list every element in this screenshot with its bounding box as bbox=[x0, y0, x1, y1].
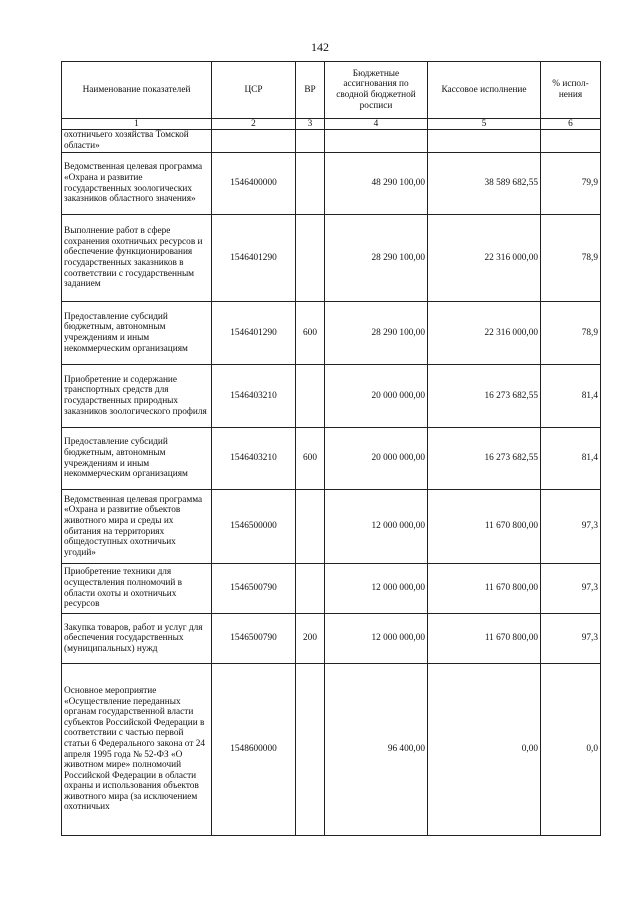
row-pct: 78,9 bbox=[541, 215, 601, 302]
row-vr bbox=[296, 365, 325, 428]
row-cash: 16 273 682,55 bbox=[428, 365, 541, 428]
row-vr bbox=[296, 153, 325, 215]
row-pct bbox=[541, 130, 601, 153]
table-row bbox=[62, 153, 601, 215]
table-row bbox=[62, 490, 601, 564]
row-pct: 81,4 bbox=[541, 428, 601, 490]
row-budget: 20 000 000,00 bbox=[325, 365, 428, 428]
row-vr bbox=[296, 490, 325, 564]
row-csr: 1546403210 bbox=[212, 365, 296, 428]
row-csr: 1546401290 bbox=[212, 302, 296, 365]
row-budget: 20 000 000,00 bbox=[325, 428, 428, 490]
row-csr: 1546403210 bbox=[212, 428, 296, 490]
row-pct: 97,3 bbox=[541, 614, 601, 664]
column-number-row bbox=[62, 119, 601, 130]
row-name: Основное мероприятие «Осуществление переданных органам государственной власти субъектов Российской Федерации в соответствии с частью первой статьи 6 Федерального закона от 24 апреля 1995 года № 52-ФЗ «О животном мире» полномочий Российской Федерации в области охраны и использования объектов животного мира (за исключением охотничьих bbox=[62, 664, 212, 836]
row-cash: 22 316 000,00 bbox=[428, 215, 541, 302]
row-csr: 1546500790 bbox=[212, 614, 296, 664]
row-pct: 81,4 bbox=[541, 365, 601, 428]
column-number: 5 bbox=[428, 119, 541, 130]
row-csr: 1548600000 bbox=[212, 664, 296, 836]
table-row bbox=[62, 365, 601, 428]
table-row bbox=[62, 130, 601, 153]
header-pct: % испол-нения bbox=[541, 62, 601, 119]
row-vr bbox=[296, 664, 325, 836]
row-csr: 1546500790 bbox=[212, 564, 296, 614]
row-name: Выполнение работ в сфере сохранения охотничьих ресурсов и обеспечение функционирования государственных заказников в соответствии с государственным заданием bbox=[62, 215, 212, 302]
row-csr: 1546500000 bbox=[212, 490, 296, 564]
table-row bbox=[62, 664, 601, 836]
row-vr bbox=[296, 564, 325, 614]
row-pct: 79,9 bbox=[541, 153, 601, 215]
column-number: 3 bbox=[296, 119, 325, 130]
row-pct: 97,3 bbox=[541, 564, 601, 614]
table-row bbox=[62, 614, 601, 664]
row-budget: 96 400,00 bbox=[325, 664, 428, 836]
header-row bbox=[62, 62, 601, 119]
row-cash: 16 273 682,55 bbox=[428, 428, 541, 490]
column-number: 1 bbox=[62, 119, 212, 130]
table-row bbox=[62, 428, 601, 490]
header-vr: ВР bbox=[296, 62, 325, 119]
table-row bbox=[62, 215, 601, 302]
page-number: 142 bbox=[311, 40, 329, 54]
header-csr: ЦСР bbox=[212, 62, 296, 119]
row-name: Предоставление субсидий бюджетным, автономным учреждениям и иным некоммерческим организациям bbox=[62, 302, 212, 365]
row-budget: 12 000 000,00 bbox=[325, 614, 428, 664]
row-pct: 78,9 bbox=[541, 302, 601, 365]
row-pct: 97,3 bbox=[541, 490, 601, 564]
row-pct: 0,0 bbox=[541, 664, 601, 836]
row-cash: 11 670 800,00 bbox=[428, 564, 541, 614]
row-vr bbox=[296, 215, 325, 302]
row-budget: 28 290 100,00 bbox=[325, 215, 428, 302]
row-name: Приобретение техники для осуществления полномочий в области охоты и охотничьих ресурсов bbox=[62, 564, 212, 614]
row-name: Ведомственная целевая программа «Охрана и развитие государственных зоологических заказников областного значения» bbox=[62, 153, 212, 215]
row-cash: 0,00 bbox=[428, 664, 541, 836]
row-name: Закупка товаров, работ и услуг для обеспечения государственных (муниципальных) нужд bbox=[62, 614, 212, 664]
header-cash: Кассовое исполнение bbox=[428, 62, 541, 119]
row-csr: 1546401290 bbox=[212, 215, 296, 302]
table-row bbox=[62, 564, 601, 614]
row-cash: 11 670 800,00 bbox=[428, 614, 541, 664]
row-cash: 38 589 682,55 bbox=[428, 153, 541, 215]
column-number: 6 bbox=[541, 119, 601, 130]
row-budget: 12 000 000,00 bbox=[325, 564, 428, 614]
row-cash: 11 670 800,00 bbox=[428, 490, 541, 564]
column-number: 2 bbox=[212, 119, 296, 130]
row-budget bbox=[325, 130, 428, 153]
budget-execution-table bbox=[61, 61, 601, 836]
column-number: 4 bbox=[325, 119, 428, 130]
row-vr: 600 bbox=[296, 302, 325, 365]
row-cash bbox=[428, 130, 541, 153]
row-name: Приобретение и содержание транспортных средств для государственных природных заказников зоологического профиля bbox=[62, 365, 212, 428]
header-name: Наименование показателей bbox=[62, 62, 212, 119]
row-name: Предоставление субсидий бюджетным, автономным учреждениям и иным некоммерческим организациям bbox=[62, 428, 212, 490]
row-budget: 48 290 100,00 bbox=[325, 153, 428, 215]
row-cash: 22 316 000,00 bbox=[428, 302, 541, 365]
row-budget: 28 290 100,00 bbox=[325, 302, 428, 365]
table-row bbox=[62, 302, 601, 365]
header-budget: Бюджетные ассигнования по сводной бюджетной росписи bbox=[325, 62, 428, 119]
row-vr: 600 bbox=[296, 428, 325, 490]
row-vr bbox=[296, 130, 325, 153]
row-name: охотничьего хозяйства Томской области» bbox=[62, 130, 212, 153]
row-csr: 1546400000 bbox=[212, 153, 296, 215]
row-name: Ведомственная целевая программа «Охрана и развитие объектов животного мира и среды их обитания на территориях общедоступных охотничьих угодий» bbox=[62, 490, 212, 564]
row-vr: 200 bbox=[296, 614, 325, 664]
row-budget: 12 000 000,00 bbox=[325, 490, 428, 564]
row-csr bbox=[212, 130, 296, 153]
